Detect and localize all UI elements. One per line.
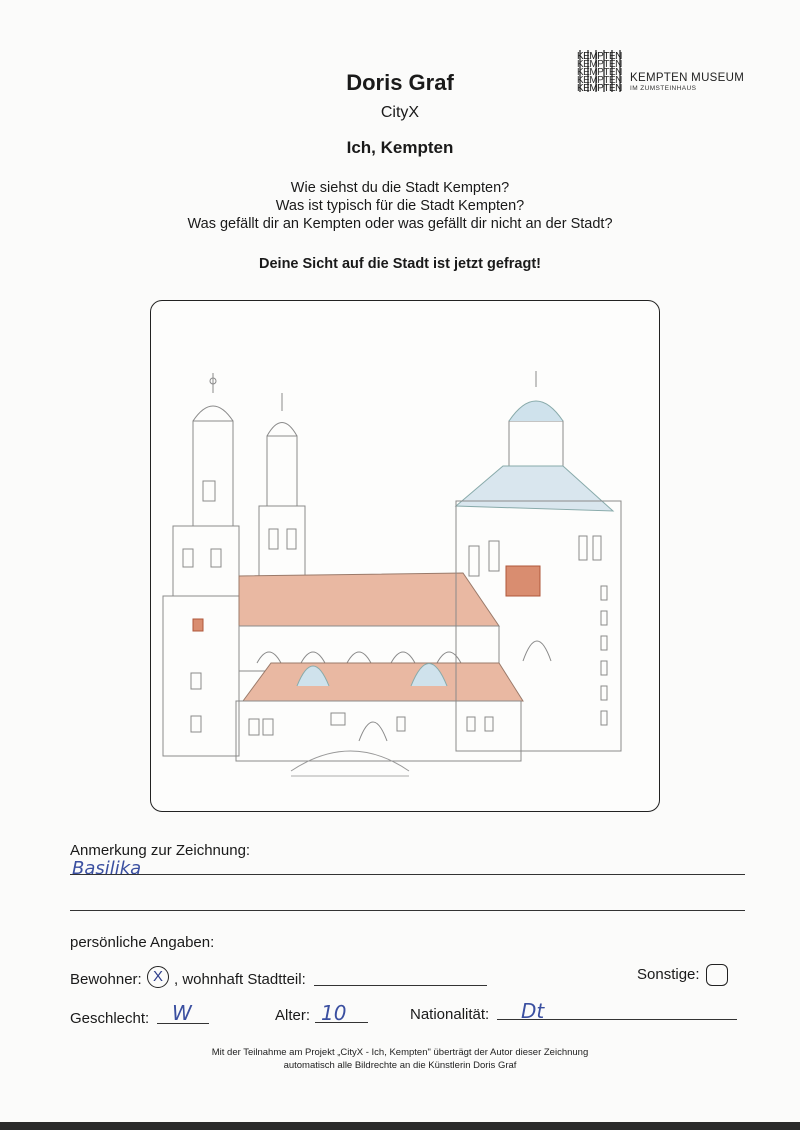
drawing-area xyxy=(150,300,660,812)
district-label: , wohnhaft Stadtteil: xyxy=(174,971,306,988)
resident-checkbox[interactable] xyxy=(147,966,169,988)
callout-text: Deine Sicht auf die Stadt ist jetzt gefragt! xyxy=(259,256,541,272)
question-3: Was gefällt dir an Kempten oder was gefällt dir nicht an der Stadt? xyxy=(187,216,613,232)
scan-edge xyxy=(0,1122,800,1130)
rights-notice-line-1: Mit der Teilnahme am Projekt „CityX - Ich, Kempten" überträgt der Autor dieser Zeichnung xyxy=(211,1047,589,1058)
personal-label: persönliche Angaben: xyxy=(70,934,215,951)
note-value[interactable]: Basilika xyxy=(72,858,142,879)
note-label: Anmerkung zur Zeichnung: xyxy=(70,842,251,859)
aisle-roof xyxy=(243,663,523,701)
age-value[interactable]: 10 xyxy=(321,1001,347,1025)
rights-notice-line-2: automatisch alle Bildrechte an die Künstlerin Doris Graf xyxy=(283,1060,517,1071)
nationality-line xyxy=(497,1019,737,1020)
rights-notice xyxy=(0,1046,800,1072)
nave-roof xyxy=(239,573,499,626)
left-tower-upper xyxy=(193,421,233,526)
author-name: Doris Graf xyxy=(346,70,454,95)
question-1: Wie siehst du die Stadt Kempten? xyxy=(290,180,510,196)
museum-subtitle: IM ZUMSTEINHAUS xyxy=(630,85,697,92)
other-label: Sonstige: xyxy=(637,966,700,983)
project-name: CityX xyxy=(380,104,420,121)
gender-value[interactable]: W xyxy=(172,1001,192,1025)
other-checkbox[interactable] xyxy=(706,964,728,986)
second-tower-upper xyxy=(267,436,297,506)
nationality-value[interactable]: Dt xyxy=(521,999,545,1023)
svg-text:KEMPTEN: KEMPTEN xyxy=(577,67,622,78)
gender-line xyxy=(157,1023,209,1024)
svg-text:KEMPTEN: KEMPTEN xyxy=(577,75,622,86)
left-tower-dome xyxy=(193,406,233,421)
age-line xyxy=(315,1022,368,1023)
nationality-label: Nationalität: xyxy=(410,1006,490,1023)
note-line-2 xyxy=(70,910,745,911)
basilica-drawing xyxy=(151,301,659,811)
museum-logo-mark xyxy=(576,50,628,92)
gender-label: Geschlecht: xyxy=(70,1010,150,1027)
resident-label: Bewohner: xyxy=(70,971,142,988)
question-2: Was ist typisch für die Stadt Kempten? xyxy=(275,198,525,214)
resident-check-mark: X xyxy=(147,966,169,988)
svg-text:KEMPTEN: KEMPTEN xyxy=(577,83,622,92)
svg-text:KEMPTEN: KEMPTEN xyxy=(577,59,622,70)
age-label: Alter: xyxy=(275,1007,311,1024)
district-line[interactable] xyxy=(314,985,487,986)
svg-text:KEMPTEN: KEMPTEN xyxy=(577,51,622,62)
note-line-1 xyxy=(70,874,745,875)
right-tower-windows xyxy=(579,536,607,725)
museum-name: KEMPTEN MUSEUM xyxy=(630,72,745,84)
page-subtitle: Ich, Kempten xyxy=(346,138,454,157)
museum-logo xyxy=(576,50,756,94)
